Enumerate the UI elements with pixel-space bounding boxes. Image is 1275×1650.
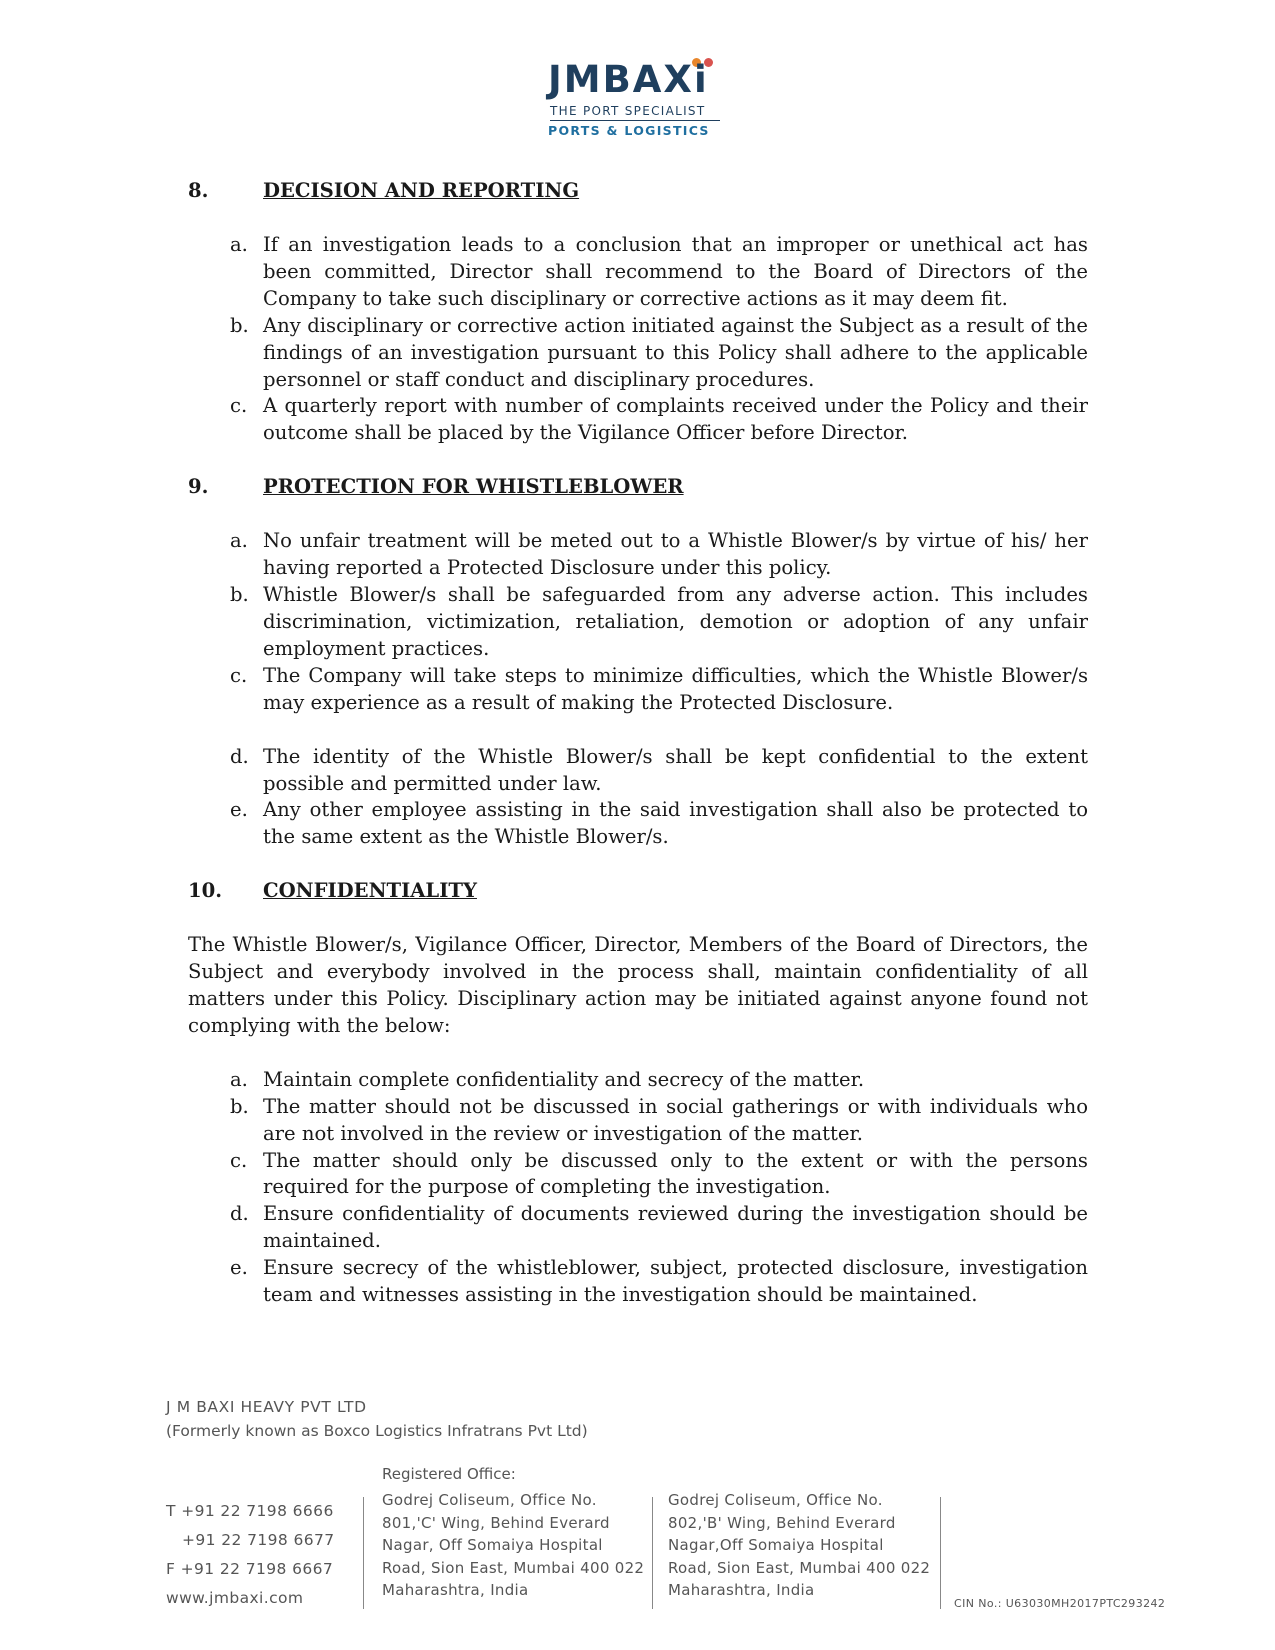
footer-contact [166,1497,335,1613]
logo-subline: PORTS & LOGISTICS [548,123,710,138]
list-item-text: Any other employee assisting in the said investigation shall also be protected to the same extent as the Whistle Blower/s. [263,798,1088,849]
website-link[interactable]: www.jmbaxi.com [166,1589,304,1607]
list-marker: b. [230,1094,249,1118]
list-item [188,663,1088,717]
office-address-2 [668,1489,930,1602]
list-item-text: No unfair treatment will be meted out to a Whistle Blower/s by virtue of his/ her having reported a Protected Disclosure under this policy. [263,529,1088,580]
section-list [188,528,1088,851]
list-item [188,232,1088,313]
list-item-text: Maintain complete confidentiality and secrecy of the matter. [263,1067,865,1091]
section-number: 8. [188,179,209,202]
list-item [188,1094,1088,1148]
section-title: DECISION AND REPORTING [263,179,580,202]
list-marker: e. [230,798,248,822]
page-footer [166,1395,1166,1610]
list-marker: d. [230,744,249,768]
phone-number: +91 22 7198 6677 [182,1531,335,1549]
list-item [188,1148,1088,1202]
address-line: 802,'B' Wing, Behind Everard [668,1513,896,1532]
footer-company-name: J M BAXI HEAVY PVT LTD [166,1398,367,1416]
section-title: PROTECTION FOR WHISTLEBLOWER [263,475,684,499]
list-item-text: Ensure secrecy of the whistleblower, subject, protected disclosure, investigation team and witnesses assisting in the investigation should be maintained. [263,1256,1088,1307]
cin-number: CIN No.: U63030MH2017PTC293242 [954,1597,1166,1610]
address-line: Godrej Coliseum, Office No. [668,1491,883,1509]
footer-columns [166,1465,1166,1615]
list-marker: b. [230,313,249,337]
list-marker: c. [230,394,248,418]
registered-office-label: Registered Office: [382,1465,516,1483]
list-item [188,1067,1088,1094]
list-item [188,797,1088,851]
list-marker: a. [230,529,248,553]
logo-brand: JMBAXi [548,58,709,101]
logo-rule [550,120,720,121]
list-marker: c. [230,1148,248,1172]
list-marker: b. [230,583,249,607]
list-item [188,582,1088,663]
list-item [188,393,1088,447]
spacer [188,717,1088,744]
footer-divider [363,1497,364,1609]
list-marker: a. [230,1067,248,1091]
list-marker: c. [230,663,248,687]
logo-tagline: THE PORT SPECIALIST [550,104,706,118]
section-heading [188,474,1088,501]
company-logo [548,48,728,140]
list-item [188,528,1088,582]
list-item-text: A quarterly report with number of complaints received under the Policy and their outcome shall be placed by the Vigilance Officer before Director. [263,394,1088,445]
section-number: 9. [188,475,209,499]
list-marker: e. [230,1256,248,1280]
list-item [188,1255,1088,1309]
list-item-text: Whistle Blower/s shall be safeguarded from any adverse action. This includes discrimination, victimization, retaliation, demotion or adoption of any unfair employment practices. [263,583,1088,660]
section-paragraph: The Whistle Blower/s, Vigilance Officer, Director, Members of the Board of Directors, the Subject and everybody involved in the process shall, maintain confidentiality of all matters under this Policy. Disciplinary action may be initiated against anyone found not complying with the below: [188,933,1088,1037]
address-line: Road, Sion East, Mumbai 400 022 [382,1558,645,1577]
list-item-text: The matter should not be discussed in social gatherings or with individuals who are not involved in the review or investigation of the matter. [263,1094,1088,1145]
address-line: Nagar, Off Somaiya Hospital [382,1536,603,1554]
section-heading [188,178,1088,205]
section-number: 10. [188,879,223,903]
footer-divider [652,1497,653,1609]
list-item-text: The matter should only be discussed only to the extent or with the persons required for the purpose of completing the investigation. [263,1148,1088,1199]
address-line: Maharashtra, India [382,1581,529,1599]
address-line: Nagar,Off Somaiya Hospital [668,1536,884,1554]
address-line: 801,'C' Wing, Behind Everard [382,1513,610,1532]
footer-former-name: (Formerly known as Boxco Logistics Infratrans Pvt Ltd) [166,1422,588,1440]
section-heading [188,878,1088,905]
list-item-text: Any disciplinary or corrective action initiated against the Subject as a result of the findings of an investigation pursuant to this Policy shall adhere to the applicable personnel or staff conduct and disciplinary procedures. [263,313,1088,391]
list-item-text: If an investigation leads to a conclusion that an improper or unethical act has been committed, Director shall recommend to the Board of Directors of the Company to take such disciplinary or corrective actions as it may deem fit. [263,233,1088,310]
address-line: Godrej Coliseum, Office No. [382,1491,597,1509]
office-address-1 [382,1489,644,1602]
list-item-text: Ensure confidentiality of documents reviewed during the investigation should be maintained. [263,1202,1088,1253]
address-line: Maharashtra, India [668,1581,815,1599]
section-title: CONFIDENTIALITY [263,879,477,903]
list-item [188,744,1088,798]
list-marker: a. [230,233,248,256]
list-item [188,313,1088,394]
list-item-text: The identity of the Whistle Blower/s shall be kept confidential to the extent possible and permitted under law. [263,744,1088,795]
list-item [188,1201,1088,1255]
footer-divider [940,1497,941,1609]
address-line: Road, Sion East, Mumbai 400 022 [668,1558,931,1577]
document-body [188,178,1088,1336]
section-list [188,1067,1088,1309]
list-item-text: The Company will take steps to minimize difficulties, which the Whistle Blower/s may experience as a result of making the Protected Disclosure. [263,663,1088,714]
phone-number: T +91 22 7198 6666 [166,1502,334,1520]
section-list [188,232,1088,447]
fax-number: F +91 22 7198 6667 [166,1560,334,1578]
list-marker: d. [230,1202,249,1226]
